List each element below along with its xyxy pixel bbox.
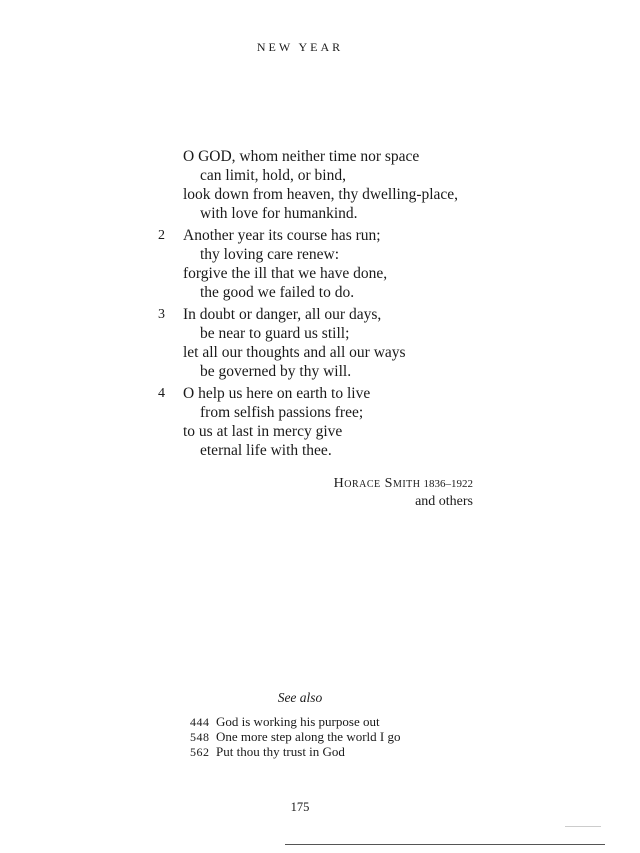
stanza-1: [183, 147, 503, 223]
stanza-3-line-1: In doubt or danger, all our days,: [183, 306, 382, 323]
attribution: [334, 475, 473, 511]
stanza-3-line-4: be governed by thy will.: [200, 363, 352, 380]
stanza-2-line-1: Another year its course has run;: [183, 227, 381, 244]
stanza-3: [158, 305, 503, 381]
stanza-1-line-2: can limit, hold, or bind,: [200, 167, 346, 184]
stanza-4: [158, 384, 503, 460]
hymn-number: 444: [190, 715, 210, 729]
stanza-4-line-1: O help us here on earth to live: [183, 385, 371, 402]
hymn-title: One more step along the world I go: [216, 729, 401, 744]
hymn-number: 548: [190, 730, 210, 744]
stanza-3-line-2: be near to guard us still;: [200, 325, 350, 342]
stanza-number: 3: [158, 307, 165, 322]
attribution-note: and others: [415, 494, 473, 509]
footer-rule: [285, 844, 605, 845]
stanza-2-line-3: forgive the ill that we have done,: [183, 265, 388, 282]
see-also-list: [190, 714, 400, 759]
hymn-number: 562: [190, 745, 210, 759]
stanza-2-line-2: thy loving care renew:: [200, 246, 340, 263]
stanza-2-line-4: the good we failed to do.: [200, 284, 355, 301]
see-also-item: [190, 714, 400, 729]
hymn-title: Put thou thy trust in God: [216, 744, 345, 759]
page-header: NEW YEAR: [256, 40, 344, 54]
stanza-4-line-4: eternal life with thee.: [200, 442, 332, 459]
hymn-title: God is working his purpose out: [216, 714, 380, 729]
page-number: 175: [290, 800, 310, 814]
stanza-1-line-3: look down from heaven, thy dwelling-place,: [183, 186, 459, 203]
margin-mark: [565, 826, 601, 827]
stanza-3-line-3: let all our thoughts and all our ways: [183, 344, 406, 361]
author-dates: 1836–1922: [423, 478, 473, 490]
see-also-item: [190, 744, 400, 759]
stanza-number: 2: [158, 228, 165, 243]
stanza-1-line-4: with love for humankind.: [200, 205, 358, 222]
stanza-1-line-1: O GOD, whom neither time nor space: [183, 148, 420, 165]
see-also-item: [190, 729, 400, 744]
stanza-4-line-2: from selfish passions free;: [200, 404, 364, 421]
stanza-2: [158, 226, 503, 302]
author-name: Horace Smith: [333, 476, 421, 491]
see-also-title: See also: [277, 690, 323, 705]
stanza-number: 4: [158, 386, 165, 401]
stanza-4-line-3: to us at last in mercy give: [183, 423, 343, 440]
attribution-author-line: [334, 475, 473, 493]
